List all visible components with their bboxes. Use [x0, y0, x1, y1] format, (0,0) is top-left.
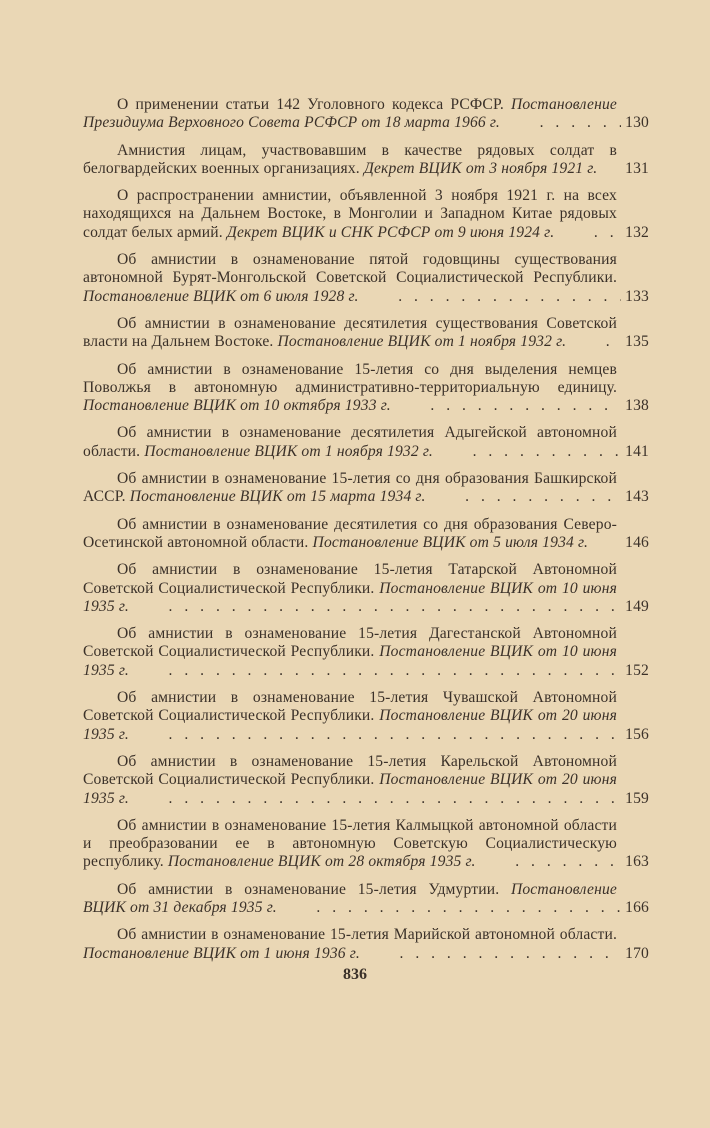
entry-title: О применении статьи 142 Уголовного кодекса РСФСР. [117, 96, 511, 113]
toc-entry [83, 625, 649, 680]
entry-reference: Постановление ВЦИК от 10 октября 1933 г. . . . [83, 397, 391, 414]
entry-title: Об амнистии в ознаменование 15-летия Дагестанской Автономной Советской Социалистической Республики. [83, 625, 617, 661]
toc-entry [83, 187, 649, 242]
toc-entry [83, 753, 649, 808]
entry-reference: Постановление ВЦИК от 15 марта 1934 г. . . . [130, 488, 426, 505]
entry-reference: Постановление ВЦИК от 1 июня 1936 г. . . . [83, 945, 360, 962]
toc-entry [83, 516, 649, 553]
entry-title: Амнистия лицам, участвовавшим в качестве рядовых солдат в белогвардейских военных организациях. [83, 141, 617, 177]
entry-title: Об амнистии в ознаменование 15-летия Удмуртии. [117, 880, 511, 898]
table-of-contents [83, 96, 649, 972]
entry-reference: Постановление ВЦИК от 10 июня 1935 г. . . . [83, 580, 617, 615]
entry-title: О распространении амнистии, объявленной 3 ноября 1921 г. на всех находящихся на Дальнем Востоке, в Монголии и Западном Китае рядовых солдат белых армий. [83, 187, 617, 241]
toc-entry [83, 361, 649, 416]
page-number: 836 [343, 966, 367, 983]
entry-title: Об амнистии в ознаменование 15-летия Марийской автономной области. [117, 926, 617, 944]
entry-page-number: 152 [621, 662, 649, 680]
toc-entry [83, 315, 649, 352]
entry-reference: Декрет ВЦИК от 3 ноября 1921 г. . . . [364, 160, 597, 177]
entry-page-number: 156 [621, 726, 649, 744]
toc-entry [83, 881, 649, 918]
entry-title: Об амнистии в ознаменование десятилетия со дня образования Северо-Осетинской автономной области. [83, 515, 617, 551]
entry-reference: Постановление ВЦИК от 6 июля 1928 г. . . . [83, 288, 359, 305]
entry-reference: Постановление ВЦИК от 20 июня 1935 г. . . . [83, 707, 617, 742]
entry-reference: Постановление ВЦИК от 28 октября 1935 г. . . . [168, 853, 476, 870]
entry-page-number: 170 [621, 945, 649, 963]
entry-title: Об амнистии в ознаменование 15-летия со дня выделения немцев Поволжья в автономную административно-территориальную единицу. [83, 360, 617, 396]
entry-title: Об амнистии в ознаменование десятилетия Адыгейской автономной области. [83, 424, 617, 460]
toc-entry [83, 689, 649, 744]
entry-reference: Декрет ВЦИК и СНК РСФСР от 9 июня 1924 г. . . . [227, 224, 554, 241]
entry-title: Об амнистии в ознаменование 15-летия Карельской Автономной Советской Социалистической Республики. [83, 752, 617, 789]
toc-entry [83, 817, 649, 872]
entry-reference: Постановление ВЦИК от 20 июня 1935 г. . . . [83, 771, 617, 806]
entry-page-number: 159 [621, 790, 649, 808]
entry-page-number: 166 [621, 899, 649, 917]
entry-page-number: 149 [621, 598, 649, 616]
entry-title: Об амнистии в ознаменование 15-летия со дня образования Башкирской АССР. [83, 470, 617, 506]
toc-entry [83, 561, 649, 616]
entry-reference: Постановление ВЦИК от 5 июля 1934 г. . . . [313, 534, 589, 551]
entry-reference: Постановление ВЦИК от 1 ноября 1932 г. . . . [278, 333, 567, 350]
entry-reference: Постановление Президиума Верховного Совета РСФСР от 18 марта 1966 г. . . . [83, 96, 617, 131]
toc-entry [83, 142, 649, 179]
entry-reference: Постановление ВЦИК от 31 декабря 1935 г. . . . [83, 881, 617, 916]
entry-reference: Постановление ВЦИК от 10 июня 1935 г. . . . [83, 643, 617, 678]
entry-page-number: 130 [621, 114, 649, 132]
entry-page-number: 138 [621, 397, 649, 415]
entry-page-number: 131 [621, 160, 649, 178]
entry-page-number: 135 [621, 333, 649, 351]
toc-entry [83, 251, 649, 306]
toc-entry [83, 926, 649, 963]
entry-page-number: 141 [621, 443, 649, 461]
toc-entry [83, 470, 649, 507]
entry-page-number: 133 [621, 288, 649, 306]
entry-title: Об амнистии в ознаменование пятой годовщины существования автономной Бурят-Монгольской Советской Социалистической Республики. [83, 251, 617, 287]
entry-title: Об амнистии в ознаменование десятилетия существования Советской власти на Дальнем Востоке. [83, 314, 617, 351]
toc-entry [83, 96, 649, 133]
entry-page-number: 163 [621, 853, 649, 871]
toc-entry [83, 424, 649, 461]
entry-title: Об амнистии в ознаменование 15-летия Калмыцкой автономной области и преобразовании ее в автономную Советскую Социалистическую республику. [83, 816, 617, 871]
entry-page-number: 143 [621, 488, 649, 506]
entry-title: Об амнистии в ознаменование 15-летия Чувашской Автономной Советской Социалистической Республики. [83, 689, 617, 725]
entry-page-number: 132 [621, 224, 649, 242]
entry-page-number: 146 [621, 534, 649, 552]
entry-title: Об амнистии в ознаменование 15-летия Татарской Автономной Советской Социалистической Республики. [83, 561, 617, 597]
entry-reference: Постановление ВЦИК от 1 ноября 1932 г. . . . [144, 443, 433, 460]
